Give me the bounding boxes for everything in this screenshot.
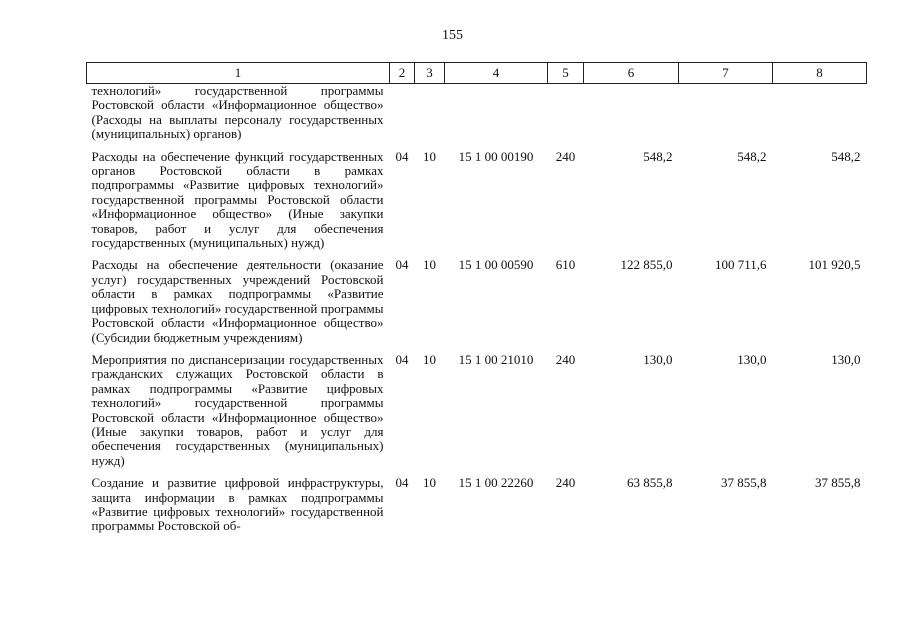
row-target-code: [445, 84, 548, 150]
row-amount-2: 130,0: [737, 351, 767, 367]
row-amount-1: [584, 84, 679, 150]
row-amount-3: 130,0: [831, 351, 861, 367]
row-section: [390, 84, 415, 150]
row-description: Расходы на обеспечение функций государственных органов Ростовской области в рамках подпрограммы «Развитие цифровых технологий» государственной программы Ростовской области «Информационное общество» (Иные закупки товаров, работ и услуг для обеспечения государственных (муниципальных) нужд): [91, 148, 384, 251]
row-amount-3: 101 920,5: [808, 257, 861, 273]
header-col-5: 5: [548, 63, 584, 84]
row-description: Создание и развитие цифровой инфраструктуры, защита информации в рамках подпрограммы «Развитие цифровых технологий» государственной программы Ростовской об-: [91, 475, 384, 534]
row-amount-3: [773, 84, 867, 150]
row-section: 04: [395, 475, 409, 491]
header-col-1: 1: [87, 63, 390, 84]
row-subsection: 10: [423, 351, 436, 367]
row-target-code: 15 1 00 21010: [458, 351, 534, 367]
row-description: технологий» государственной программы Ростовской области «Информационное общество» (Расходы на выплаты персоналу государственных (муниципальных) органов): [91, 83, 384, 142]
row-amount-1: 63 855,8: [627, 475, 673, 491]
row-amount-2: 548,2: [737, 148, 767, 164]
row-amount-1: 130,0: [643, 351, 673, 367]
table-row: [87, 353, 867, 476]
table-row: [87, 476, 867, 542]
row-section: 04: [395, 148, 409, 164]
header-col-7: 7: [679, 63, 773, 84]
header-col-2: 2: [390, 63, 415, 84]
header-row: [87, 63, 867, 84]
row-description: Расходы на обеспечение деятельности (оказание услуг) государственных учреждений Ростовской области в рамках подпрограммы «Развитие цифровых технологий» государственной программы Ростовской области «Информационное общество» (Субсидии бюджетным учреждениям): [91, 257, 384, 345]
budget-table: [86, 62, 867, 542]
header-col-6: 6: [584, 63, 679, 84]
row-amount-1: 122 855,0: [620, 257, 673, 273]
header-col-8: 8: [773, 63, 867, 84]
page-number: 155: [442, 28, 463, 43]
row-amount-3: 37 855,8: [815, 475, 861, 491]
row-section: 04: [395, 351, 409, 367]
row-target-code: 15 1 00 00590: [458, 257, 534, 273]
row-amount-2: 37 855,8: [721, 475, 767, 491]
table-row: [87, 258, 867, 352]
row-subsection: 10: [423, 148, 436, 164]
row-expense-type: 240: [555, 148, 576, 164]
header-col-3: 3: [415, 63, 445, 84]
header-col-4: 4: [445, 63, 548, 84]
table-row: [87, 84, 867, 150]
row-expense-type: 240: [555, 351, 576, 367]
row-subsection: 10: [423, 257, 436, 273]
row-expense-type: [548, 84, 584, 150]
row-amount-2: [679, 84, 773, 150]
row-amount-2: 100 711,6: [714, 257, 767, 273]
row-expense-type: 240: [555, 475, 576, 491]
row-subsection: 10: [423, 475, 436, 491]
table-row: [87, 150, 867, 259]
row-expense-type: 610: [555, 257, 576, 273]
row-target-code: 15 1 00 22260: [458, 475, 534, 491]
row-description: Мероприятия по диспансеризации государственных гражданских служащих Ростовской области в рамках подпрограммы «Развитие цифровых технологий» государственной программы Ростовской области «Информационное общество» (Иные закупки товаров, работ и услуг для обеспечения государственных (муниципальных) нужд): [91, 351, 384, 468]
row-subsection: [415, 84, 445, 150]
row-section: 04: [395, 257, 409, 273]
row-amount-1: 548,2: [643, 148, 673, 164]
row-amount-3: 548,2: [831, 148, 861, 164]
row-target-code: 15 1 00 00190: [458, 148, 534, 164]
